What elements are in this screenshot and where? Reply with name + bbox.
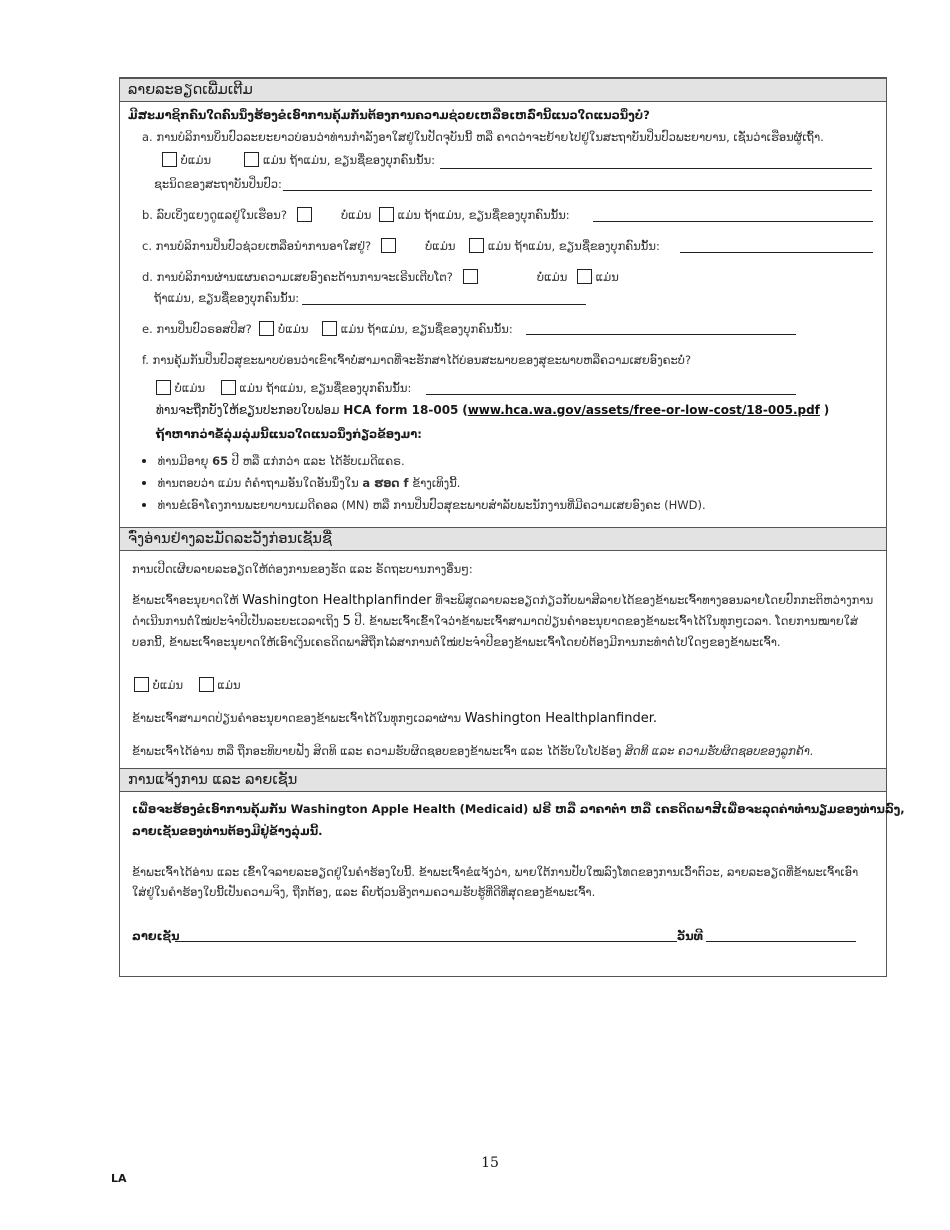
label-no: ບໍ່ແມ່ນ [152,678,184,692]
date-label: ວັນທີ [677,929,704,943]
item-d [142,269,619,284]
form-prefix: ທ່ານຈະຖືກບັງໃຫ້ຂຽນປະກອບໃບຟອມ [156,403,340,417]
line-c-name[interactable] [680,252,873,253]
section-header-read-carefully [120,527,886,551]
label-facility-type: ຊະນິດຂອງສະຖາບັນປິ່ນປົວ: [154,177,282,191]
letter-e: e. [142,322,153,336]
checkbox-e-yes[interactable] [322,321,337,336]
label-no: ບໍ່ແມ່ນ [180,153,212,167]
letter-c: c. [142,239,152,253]
change-consent [132,711,657,726]
checkbox-a-no[interactable] [162,152,177,167]
bullet1-num: 65 [212,454,229,468]
checkbox-c-yes[interactable] [469,238,484,253]
line-b-name[interactable] [593,221,873,222]
checkbox-release-yes[interactable] [199,677,214,692]
line-d-name[interactable] [302,304,586,305]
letter-a: a. [142,130,153,144]
sign-statement: ຂ້າພະເຈົ້າໄດ້ອ່ານ ແລະ ເຂົ້າໃຈລາຍລະອຽດຢູ່ໃນຄໍາຮ້ອງໃບນີ້. ຂ້າພະເຈົ້າຂໍແຈ້ງວ່າ, ພາຍໃຕ້ການປັບໃໝລົງໂທດຂອງການເວົ້າຕົວະ, ລາຍລະອຽດທີ່ຂ້າພະເຈົ້າເອົາໃສ່ຢູ່ໃນຄໍາຮ້ອງໃບນີ້ເປັນຄວາມຈິງ, ຖືກຕ້ອງ, ແລະ ຄົບຖ້ວນອີງຕາມຄວາມຮັບຮູ້ທີ່ດີທີ່ສຸດຂອງຂ້າພະເຈົ້າ. [132,865,859,899]
language-code: LA [111,1172,127,1185]
line-a-facility[interactable] [283,190,872,191]
release-options [134,677,241,692]
section-title: ຈົ່ງອ່ານຢ່າງລະມັດລະວັງກ່ອນເຊັນຊື່ [128,531,332,547]
checkbox-release-no[interactable] [134,677,149,692]
sign-bold-line-2: ລາຍເຊັນຂອງທ່ານຕ້ອງມີຢູ່ຂ້າງລຸ່ມນີ້. [132,824,323,838]
item-a-options [162,152,435,167]
item-c-text: ການບໍລິການປິ່ນປົວຊ່ວຍເຫລືອນໍາການອາໃສຢູ່? [155,239,372,253]
release-intro: ການເປີດເຜີຍລາຍລະອຽດໃຫ້ຕ່ອງການຂອງຮັດ ແລະ ຣັດຖະບານກາງອື່ນໆ: [132,562,473,576]
letter-d: d. [142,270,153,284]
bullet3-a: ທ່ານຂໍເອົາໂຄງການພະຍາບານເມດີຄອລ (MN) ຫລື ການປິ່ນປົວສຸຂະພາບສໍາລັບພະນັກງານທີ່ມີຄວາມເສຍອົງຄະ [157,498,661,512]
item-f-options [156,380,411,395]
checkbox-b-yes[interactable] [379,207,394,222]
item-d-text: ການບໍລິການຜ່ານແຜນຄວາມເສຍອົງຄະດ້ານການຈະເຣີນເຕີບໂຕ? [156,270,453,284]
release-paragraph [132,590,880,652]
bullet2-a: ທ່ານຕອບວ່າ ແມ່ນ ຕໍ່ຄໍາຖາມອັນໃດອັນນຶ່ງໃນ [157,476,359,490]
item-f [142,353,691,367]
label-no: ບໍ່ແມ່ນ [278,322,309,336]
line-a-name[interactable] [440,168,872,169]
bullet-1 [142,454,405,468]
label-d-name: ຖ້າແມ່ນ, ຂຽນຊື່ຂອງບຸກຄົນນັ້ນ: [154,291,300,305]
label-no: ບໍ່ແມ່ນ [425,239,456,253]
section-title: ລາຍລະອຽດເພີ່ມເຕີມ [128,82,253,98]
bullet-dot [142,459,146,463]
form-frame [119,77,905,977]
bullet2-b: ຂ້າງເທິງນີ້. [412,476,461,490]
label-yes-list: ແມ່ນ ຖ້າແມ່ນ, ຂຽນຊື່ຂອງບຸກຄົນນັ້ນ: [487,239,660,253]
bullet-2 [142,476,460,490]
label-yes-list: ແມ່ນ ຖ້າແມ່ນ, ຂຽນຊື່ຂອງບຸກຄົນນັ້ນ: [397,208,570,222]
item-a [142,130,824,144]
para1-b: ທີ່ຈະພິສູດລາຍລະອຽດກ່ຽວກັບພາສີລາຍໄດ້ຂອງຂ້າພະເຈົ້າທາງອອນລາຍໂດຍປົກກະຕິຫວ່າງການດໍາເນີນການຕໍ່ໃໝ່ປະຈໍາປີເປັນລະຍະເວລາເຖິງ [132,593,874,628]
label-yes-list: ແມ່ນ ຖ້າແມ່ນ, ຂຽນຊື່ຂອງບຸກຄົນນັ້ນ: [340,322,513,336]
label-yes-list: ແມ່ນ ຖ້າແມ່ນ, ຂຽນຊື່ຂອງບຸກຄົນນັ້ນ: [239,381,412,395]
question-heading: ມີສະມາຊິກຄົນໃດຄົນນຶ່ງຮ້ອງຂໍເອົາການຄຸ້ມກັນຕ້ອງການຄວາມຊ່ວຍເຫລືອເຫລົ່ານີ້ແນວໃດແນວນຶ່ງບໍ່? [128,108,650,122]
section-title: ການແຈ້ງການ ແລະ ລາຍເຊັນ [128,772,298,788]
bullet1-a: ທ່ານມີອາຍຸ [157,454,209,468]
line-e-name[interactable] [526,334,796,335]
form-link[interactable]: www.hca.wa.gov/assets/free-or-low-cost/18-005.pdf [467,403,820,417]
item-e-text: ການປິ່ນປົວຣອສປີສ? [156,322,252,336]
page-number: 15 [481,1155,499,1171]
form-instruction [156,403,829,417]
bold-b: ຟຣີ ຫລື ລາຄາຕໍ່າ ຫລື ເຄຣດິດພາສີເພື່ອຈະລຸດຄ່າທໍານຽມຂອງທ່ານລົງ, [532,802,905,816]
checkbox-c-no[interactable] [381,238,396,253]
paren-open: ( [462,403,468,417]
checkbox-e-no[interactable] [259,321,274,336]
rights-line [132,744,814,758]
bullet3-b: (HWD). [664,498,706,512]
rights-a: ຂ້າພະເຈົ້າໄດ້ອ່ານ ຫລື ຖືກອະທິບາຍຟັງ ສິດທິ ແລະ ຄວາມຮັບຜິດຊອບຂອງຂ້າພະເຈົ້າ ແລະ ໄດ້ຮັບໃບໂປຣ້ອງ [132,744,622,758]
item-c [142,238,660,253]
paren-close: ) [823,403,830,417]
change-brand: Washington Healthplanfinder. [464,711,657,726]
checkbox-f-no[interactable] [156,380,171,395]
sign-bold-line-1 [132,802,905,816]
item-e [142,321,513,336]
label-no: ບໍ່ແມ່ນ [536,270,568,284]
para1-brand: Washington Healthplanfinder [242,593,432,608]
item-f-text: ການຄຸ້ມກັນປິ່ນປົວສຸຂະພາບບ່ອນວ່າເຂົາເຈົ້າບໍ່ສາມາດທີ່ຈະຮັກສາໄດ້ບ່ອນສະພາບຂອງສຸຂະພາບຫລືຄວາມເສຍອົງຄະບໍ່? [152,353,692,367]
para1-a: ຂ້າພະເຈົ້າອະນຸຍາດໃຫ້ [132,593,239,607]
section-header-additional-info [120,78,886,102]
para1-years: 5 [342,614,351,629]
bullet-dot [142,481,146,485]
date-line[interactable] [706,941,856,942]
checkbox-b-no[interactable] [297,207,312,222]
checkbox-f-yes[interactable] [221,380,236,395]
item-a-text: ການບໍລິການບິ່ນປົວລະຍະຍາວບ່ອນວ່າທ່ານກໍາລັງອາໃສຢູ່ໃນປັດຈຸບັນນີ້ ຫລື ຄາດວ່າຈະຍ້າຍໄປຢູ່ໃນສະຖາບັນປິ່ນປົວພະຍາບານ, ເຊັ່ນວ່າເຮືອນຜູ້ເຖົ້າ. [156,130,824,144]
checkbox-d-yes[interactable] [577,269,592,284]
label-yes: ແມ່ນ [595,270,619,284]
signature-line[interactable] [175,941,677,942]
checkbox-d-no[interactable] [463,269,478,284]
line-f-name[interactable] [426,394,796,395]
item-b-text: ລົບເບິ່ງແຍງດູແລຢູ່ໃນເຮືອນ? [156,208,287,222]
label-yes-list: ແມ່ນ ຖ້າແມ່ນ, ຂຽນຊື່ຂອງບຸກຄົນນັ້ນ: [263,153,436,167]
section-header-notice-signature [120,768,886,792]
bold-brand: Washington Apple Health (Medicaid) [290,802,529,816]
bullet1-b: ປີ ຫລື ແກ່ກວ່າ ແລະ ໄດ້ຮັບເມດີແຄຣ. [231,454,405,468]
letter-f: f. [142,353,149,367]
label-no: ບໍ່ແມ່ນ [174,381,206,395]
checkbox-a-yes[interactable] [244,152,259,167]
rights-b: ສິດທິ ແລະ ຄວາມຮັບຜິດຊອບຂອງລູກຄ້າ. [625,744,814,758]
bold-a: ເພື່ອຈະຮ້ອງຂໍເອົາການຄຸ້ມກັນ [132,802,287,816]
label-yes: ແມ່ນ [217,678,241,692]
if-line: ຖ້າຫາກວ່າຂໍ້ລຸ່ມລຸ່ມນີ້ແນວໃດແນວນຶ່ງກ່ຽວຂ້ອງມາ: [156,427,422,441]
bullet-dot [142,503,146,507]
change-a: ຂ້າພະເຈົ້າສາມາດປ່ຽນຄໍາອະນຸຍາດຂອງຂ້າພະເຈົ້າໄດ້ໃນທຸກໆເວລາຜ່ານ [132,711,462,725]
label-no: ບໍ່ແມ່ນ [340,208,372,222]
bullet-3 [142,498,706,512]
para1-c: ປີ. ຂ້າພະເຈົ້າເຂົ້າໃຈວ່າຂ້າພະເຈົ້າສາມາດປ່ຽນຄໍາອະນຸຍາດຂອງຂ້າພະເຈົ້າໄດ້ໃນທຸກໆເວລາ. ໂດຍການໝາຍໃສ່ບອກນີ້, ຂ້າພະເຈົ້າອະນຸຍາດໃຫ້ເອົາເງິນເຄຣດິດພາສີຖືກໄລ່ສາການຕໍ່ໃໝ່ປະຈໍາປີຂອງຂ້າພະເຈົ້າໂດຍບໍ່ຕ້ອງມີການກະທໍາຕໍ່ໄປໃດໆຂອງຂ້າພະເຈົ້າ. [132,614,859,649]
item-b [142,207,570,222]
letter-b: b. [142,208,153,222]
bullet2-letters: a ຮອດ f [362,476,409,490]
form-name: HCA form 18-005 [343,403,459,417]
signature-label: ລາຍເຊັນ [132,929,180,943]
